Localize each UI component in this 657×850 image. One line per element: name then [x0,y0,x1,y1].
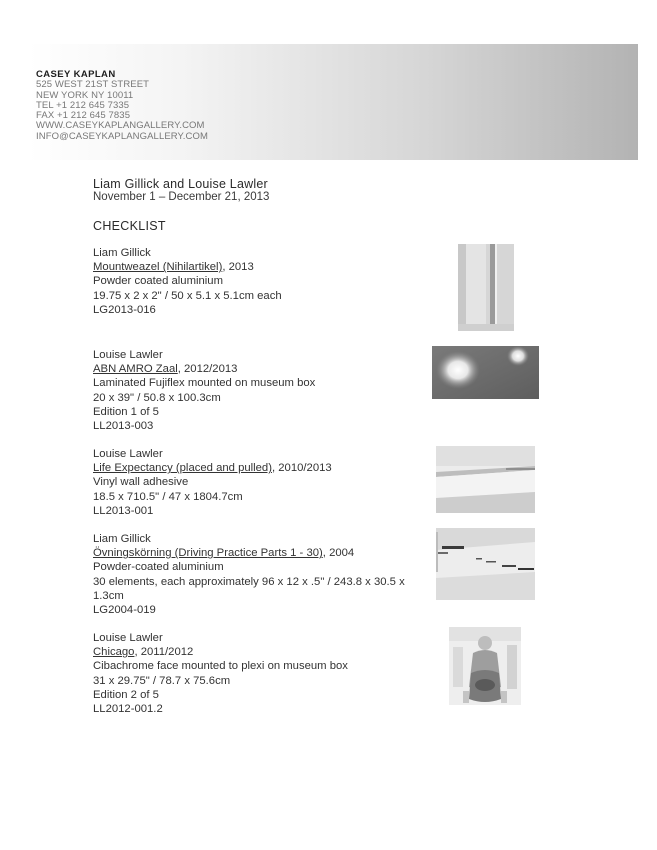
artwork-thumbnail-life-expectancy [436,446,535,513]
artwork-inventory-number: LL2012-001.2 [93,703,163,716]
artwork-dimensions: 31 x 29.75" / 78.7 x 75.6cm [93,674,231,687]
artwork-year: , 2010/2013 [271,462,332,475]
artwork-dimensions: 20 x 39" / 50.8 x 100.3cm [93,391,221,404]
artwork-entry-abn-amro-zaal [93,348,433,433]
artwork-inventory-number: LL2013-003 [93,420,154,433]
artwork-thumbnail-mountweazel [458,244,514,331]
gallery-wall-image [436,446,535,513]
artwork-artist: Louise Lawler [93,448,163,460]
artwork-artist: Louise Lawler [93,632,163,644]
gallery-website-link[interactable]: WWW.CASEYKAPLANGALLERY.COM [36,120,205,132]
artwork-artist: Liam Gillick [93,247,151,259]
artwork-medium: Powder coated aluminium [93,275,223,288]
artwork-title-line [93,260,433,274]
artwork-title: ABN AMRO Zaal [93,363,178,376]
artwork-artist: Liam Gillick [93,533,151,545]
artwork-thumbnail-abn-amro-zaal [432,346,539,399]
gallery-contact-block [36,70,208,142]
artwork-title-line [93,546,433,560]
artwork-year: , 2004 [322,547,355,560]
gallery-address-line2: NEW YORK NY 10011 [36,89,134,101]
checklist-heading: CHECKLIST [93,219,166,233]
gallery-fax: FAX +1 212 645 7835 [36,110,131,122]
gallery-telephone: TEL +1 212 645 7335 [36,99,130,111]
artwork-thumbnail-chicago [449,627,521,705]
artwork-dimensions: 19.75 x 2 x 2" / 50 x 5.1 x 5.1cm each [93,289,282,302]
figure-photo-image [449,627,521,705]
exhibition-title: Liam Gillick and Louise Lawler [93,177,268,191]
artwork-entry-mountweazel [93,246,433,317]
artwork-title: Chicago [93,646,135,659]
artwork-medium: Cibachrome face mounted to plexi on museum box [93,660,348,673]
artwork-entry-ovningskorning [93,532,433,617]
artwork-medium: Laminated Fujiflex mounted on museum box [93,377,316,390]
artwork-thumbnail-ovningskorning [436,528,535,600]
artwork-year: , 2013 [222,261,254,274]
gallery-email-link[interactable]: INFO@CASEYKAPLANGALLERY.COM [36,130,208,142]
artwork-medium: Vinyl wall adhesive [93,476,189,489]
vertical-columns-image [458,244,514,331]
artwork-title: Övningskörning (Driving Practice Parts 1 - 30) [93,547,323,560]
artwork-entry-chicago [93,631,433,716]
artwork-title-line [93,461,433,475]
artwork-title-line [93,362,433,376]
artwork-dimensions: 18.5 x 710.5" / 47 x 1804.7cm [93,490,243,503]
artwork-edition: Edition 2 of 5 [93,688,159,701]
artwork-edition: Edition 1 of 5 [93,405,159,418]
ceiling-lights-image [432,346,539,399]
artwork-inventory-number: LL2013-001 [93,504,154,517]
artwork-title-line [93,645,433,659]
exhibition-dates: November 1 – December 21, 2013 [93,191,270,203]
artwork-title: Mountweazel (Nihilartikel) [93,261,223,274]
artwork-inventory-number: LG2013-016 [93,303,156,316]
gallery-address-line1: 525 WEST 21ST STREET [36,79,150,91]
artwork-dimensions: 30 elements, each approximately 96 x 12 x .5" / 243.8 x 30.5 x 1.3cm [93,575,405,602]
artwork-year: , 2011/2012 [134,646,194,659]
artwork-medium: Powder-coated aluminium [93,561,224,574]
artwork-entry-life-expectancy [93,447,433,518]
artwork-artist: Louise Lawler [93,349,163,361]
artwork-year: , 2012/2013 [177,363,238,376]
wall-text-installation-image [436,528,535,600]
artwork-inventory-number: LG2004-019 [93,604,156,617]
gallery-name: CASEY KAPLAN [36,69,116,80]
artwork-title: Life Expectancy (placed and pulled) [93,462,272,475]
